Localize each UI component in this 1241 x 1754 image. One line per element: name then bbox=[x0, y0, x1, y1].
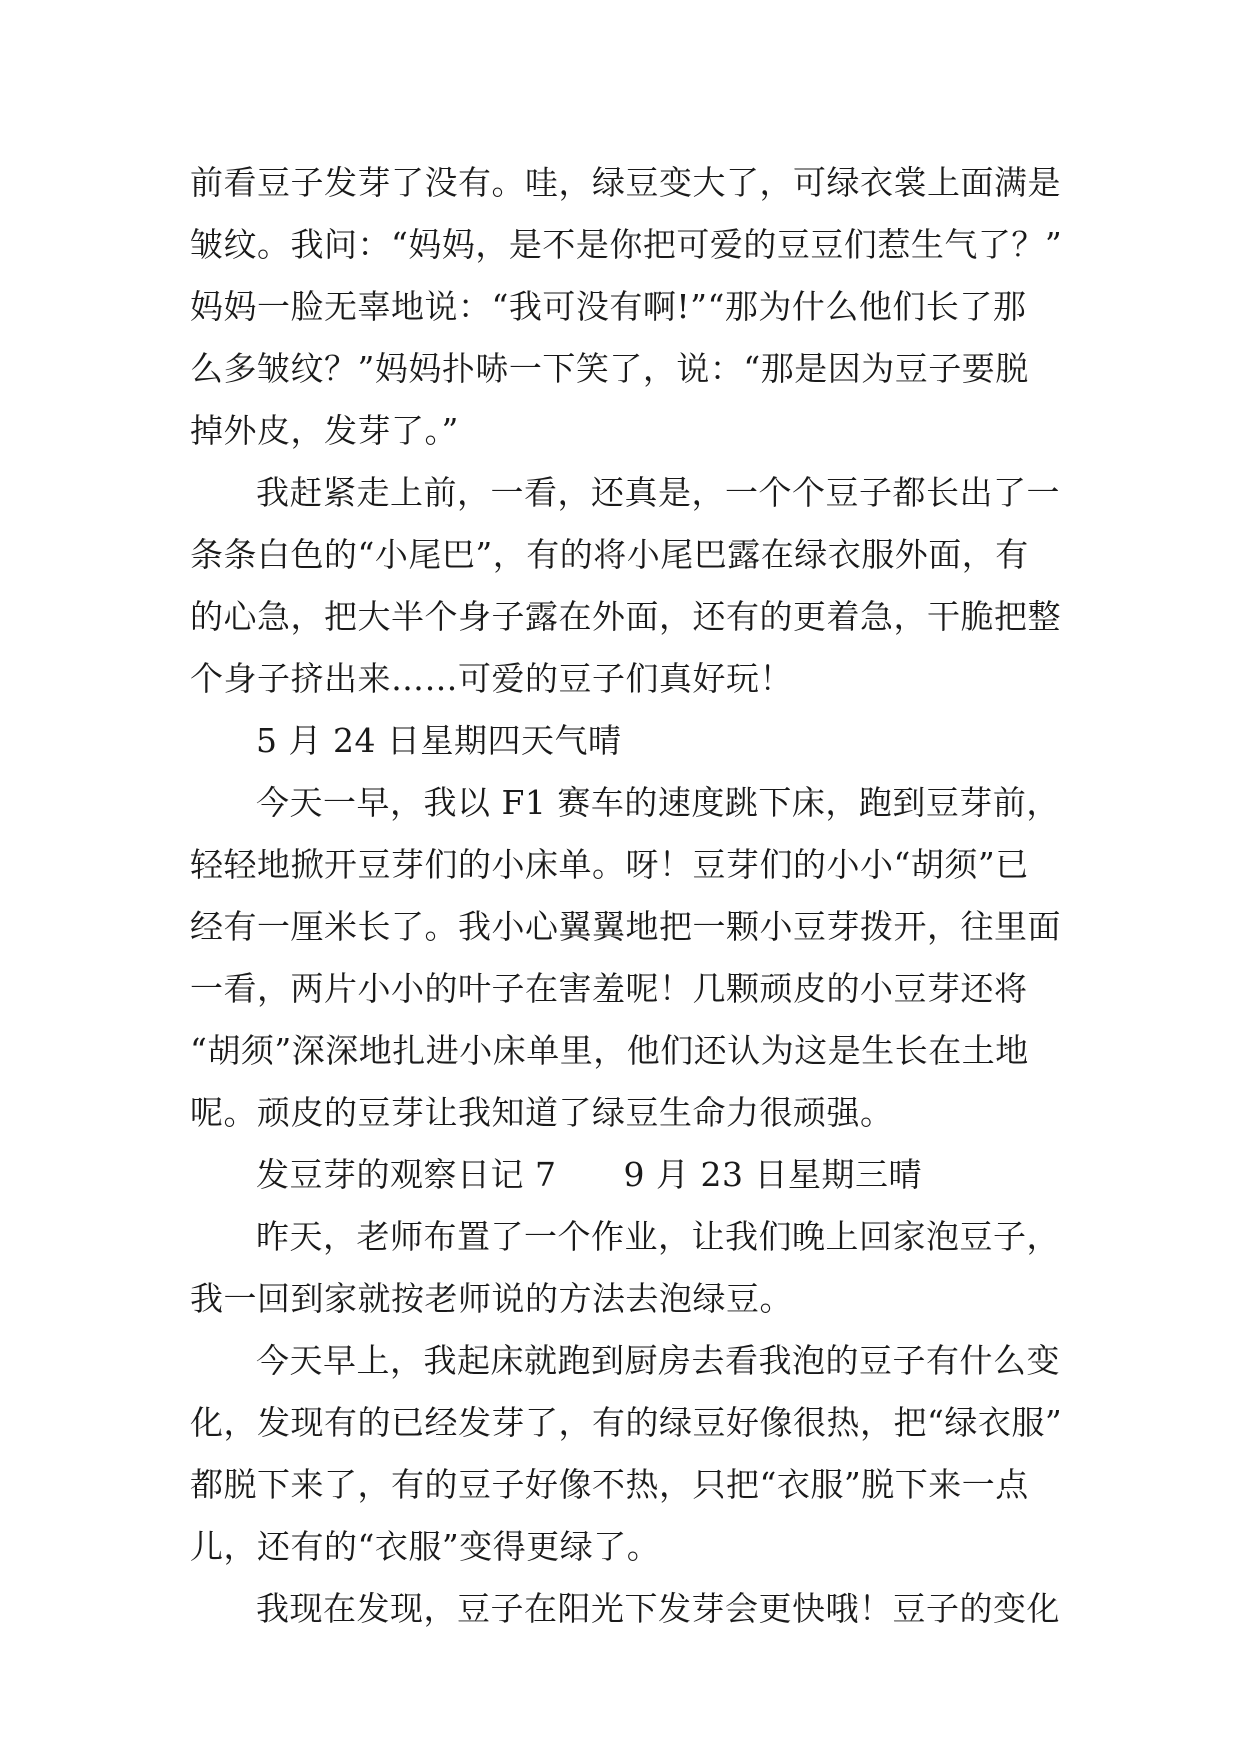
diary-title-heading: 发豆芽的观察日记 7 9 月 23 日星期三晴 bbox=[256, 1155, 922, 1194]
paragraph-line: 条条白色的“小尾巴”，有的将小尾巴露在绿衣服外面，有 bbox=[190, 535, 1029, 574]
document-body bbox=[190, 152, 1063, 1640]
paragraph-line: 么多皱纹？”妈妈扑哧一下笑了，说：“那是因为豆子要脱 bbox=[190, 349, 1029, 388]
paragraph-line: 掉外皮，发芽了。” bbox=[190, 411, 459, 450]
paragraph-line: “胡须”深深地扎进小床单里，他们还认为这是生长在土地 bbox=[190, 1031, 1029, 1070]
paragraph-line: 个身子挤出来……可爱的豆子们真好玩！ bbox=[190, 659, 793, 698]
paragraph-line: 前看豆子发芽了没有。哇，绿豆变大了，可绿衣裳上面满是 bbox=[190, 163, 1061, 202]
paragraph-first-line: 昨天，老师布置了一个作业，让我们晚上回家泡豆子， bbox=[256, 1217, 1060, 1256]
paragraph-line: 的心急，把大半个身子露在外面，还有的更着急，干脆把整 bbox=[190, 597, 1061, 636]
paragraph-line: 轻轻地掀开豆芽们的小床单。呀！豆芽们的小小“胡须”已 bbox=[190, 845, 1029, 884]
paragraph-first-line: 今天早上，我起床就跑到厨房去看我泡的豆子有什么变 bbox=[256, 1341, 1060, 1380]
paragraph-line: 我一回到家就按老师说的方法去泡绿豆。 bbox=[190, 1279, 793, 1318]
paragraph-first-line: 我赶紧走上前，一看，还真是，一个个豆子都长出了一 bbox=[256, 473, 1060, 512]
paragraph-line: 经有一厘米长了。我小心翼翼地把一颗小豆芽拨开，往里面 bbox=[190, 907, 1061, 946]
paragraph-line: 皱纹。我问：“妈妈，是不是你把可爱的豆豆们惹生气了？” bbox=[190, 225, 1063, 264]
paragraph-line: 儿，还有的“衣服”变得更绿了。 bbox=[190, 1527, 661, 1566]
paragraph-line: 妈妈一脸无辜地说：“我可没有啊!”“那为什么他们长了那 bbox=[190, 287, 1027, 326]
date-heading: 5 月 24 日星期四天气晴 bbox=[256, 721, 622, 760]
paragraph-line: 一看，两片小小的叶子在害羞呢！几颗顽皮的小豆芽还将 bbox=[190, 969, 1028, 1008]
paragraph-first-line: 今天一早，我以 F1 赛车的速度跳下床，跑到豆芽前， bbox=[256, 783, 1060, 822]
paragraph-line: 呢。顽皮的豆芽让我知道了绿豆生命力很顽强。 bbox=[190, 1093, 894, 1132]
paragraph-line: 化，发现有的已经发芽了，有的绿豆好像很热，把“绿衣服” bbox=[190, 1403, 1063, 1442]
paragraph-line: 都脱下来了，有的豆子好像不热，只把“衣服”脱下来一点 bbox=[190, 1465, 1029, 1504]
paragraph-first-line: 我现在发现，豆子在阳光下发芽会更快哦！豆子的变化 bbox=[256, 1589, 1060, 1628]
